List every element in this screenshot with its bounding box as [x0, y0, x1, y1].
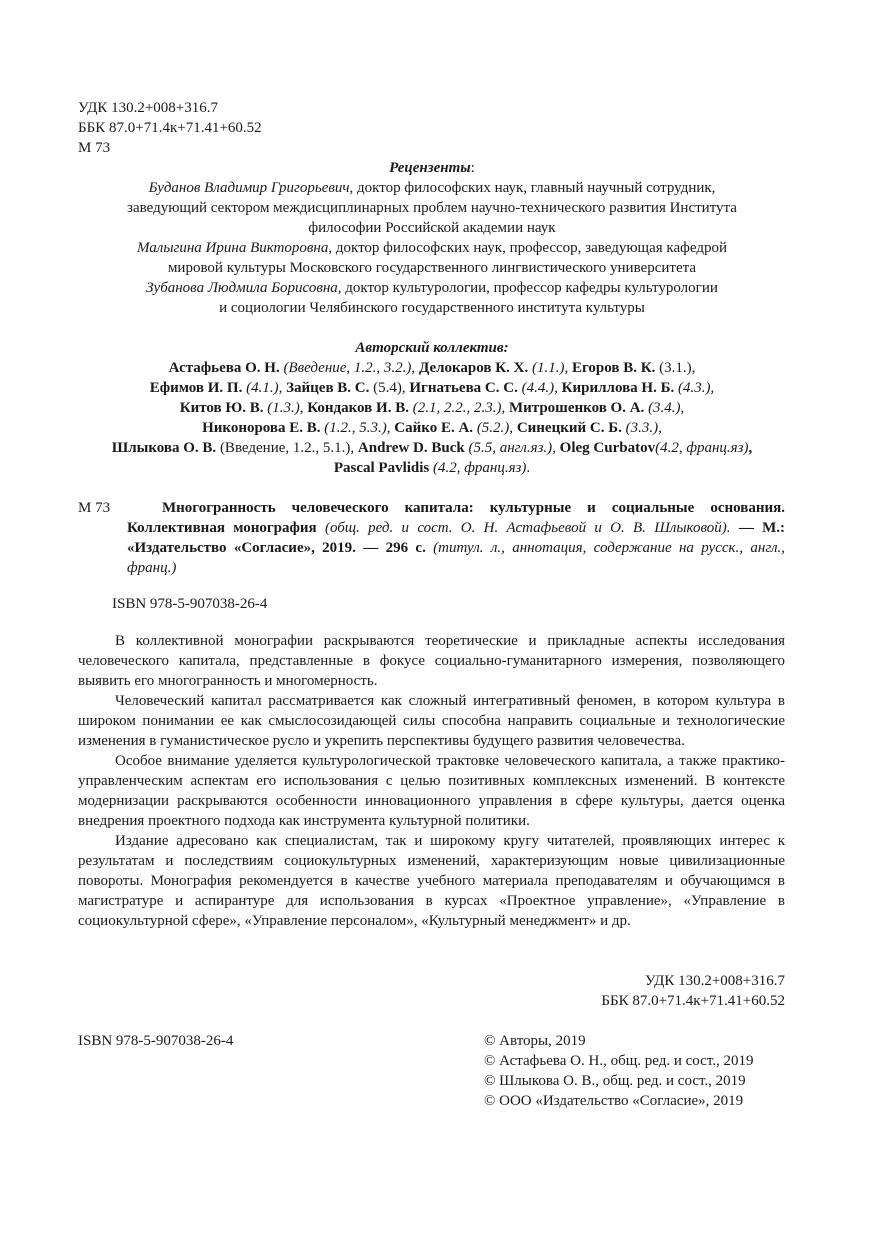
authors-heading: Авторский коллектив: [355, 340, 509, 356]
reviewer-3-line: Зубанова Людмила Борисовна, доктор культурологии, профессор кафедры культурологии [146, 280, 718, 296]
authors-line-4: Никонорова Е. В. (1.2., 5.3.), Сайко Е. А. (5.2.), Синецкий С. Б. (3.3.), [202, 420, 662, 436]
abstract-paragraph-1: В коллективной монографии раскрываются теоретические и прикладные аспекты исследования человеческого капитала, представленные в фокусе социально-гуманитарного измерения, позволяющего выявить его многогранность и многомерность. [78, 633, 785, 689]
abstract-paragraph-2: Человеческий капитал рассматривается как сложный интегративный феномен, в котором культура в широком понимании ее как смыслосозидающей силы способна направить социальные и технологические изменения в гуманистическое русло и укрепить перспективы будущего развития человечества. [78, 693, 785, 749]
biblio-code: М 73 [78, 500, 111, 516]
udk-code: УДК 130.2+008+316.7 [78, 100, 219, 116]
abstract-paragraph-3: Особое внимание уделяется культурологической трактовке человеческого капитала, а также практико-управленческим аспектам его использования с целью позитивных комплексных изменений. В контексте модернизации раскрываются особенности инновационного управления в сфере культуры, дается оценка внедрения проектного подхода как инструмента культурной политики. [78, 753, 785, 829]
biblio-notes: (титул. л., аннотация, содержание на русск., англ., франц.) [127, 540, 786, 576]
footer-udk: УДК 130.2+008+316.7 [644, 973, 785, 989]
authors-line-1: Астафьева О. Н. (Введение, 1.2., 3.2.), Делокаров К. Х. (1.1.), Егоров В. К. (3.1.), [168, 360, 696, 376]
bibliographic-entry [127, 498, 785, 578]
footer-bbk: ББК 87.0+71.4к+71.41+60.52 [601, 993, 785, 1009]
reviewers-heading: Рецензенты: [389, 160, 475, 176]
publisher: — М.: «Издательство «Согласие», 2019. — 296 с. [127, 520, 786, 556]
abstract [78, 631, 785, 931]
reviewer-1-line-2: заведующий сектором междисциплинарных проблем научно-технического развития Института [127, 200, 737, 216]
reviewer-1-line: Буданов Владимир Григорьевич, доктор философских наук, главный научный сотрудник, [148, 180, 716, 196]
author-mark: М 73 [78, 140, 111, 156]
footer-codes [601, 971, 785, 1011]
authors-line-5: Шлыкова О. В. (Введение, 1.2., 5.1.), Andrew D. Buck (5.5, англ.яз.), Oleg Curbatov(4.2, франц.яз), [111, 440, 753, 456]
reviewer-3-name: Зубанова Людмила Борисовна, [146, 280, 342, 296]
reviewer-2-line-2: мировой культуры Московского государственного лингвистического университета [167, 260, 697, 276]
isbn-bottom: ISBN 978-5-907038-26-4 [78, 1033, 234, 1049]
copyright-line: © ООО «Издательство «Согласие», 2019 [484, 1093, 744, 1109]
bbk-code: ББК 87.0+71.4к+71.41+60.52 [78, 120, 262, 136]
reviewer-2-name: Малыгина Ирина Викторовна [137, 240, 329, 256]
copyright-line: © Астафьева О. Н., общ. ред. и сост., 2019 [484, 1053, 754, 1069]
reviewers-section [78, 158, 786, 318]
editors: (общ. ред. и сост. О. Н. Астафьевой и О. В. Шлыковой). [316, 520, 731, 536]
abstract-paragraph-4: Издание адресовано как специалистам, так и широкому кругу читателей, проявляющих интерес к результатам и последствиям социокультурных изменений, характеризующим новые цивилизационные повороты. Монография рекомендуется в качестве учебного материала преподавателям и обучающимся в магистратуре и аспирантуре для использования в курсах «Проектное управление», «Управление в социокультурной сфере», «Управление персоналом», «Культурный менеджмент» и др. [78, 833, 785, 929]
copyright-line: © Авторы, 2019 [484, 1033, 586, 1049]
reviewer-1-name: Буданов Владимир Григорьевич [148, 180, 350, 196]
isbn-top: ISBN 978-5-907038-26-4 [112, 596, 268, 612]
authors-line-3: Китов Ю. В. (1.3.), Кондаков И. В. (2.1, 2.2., 2.3.), Митрошенков О. А. (3.4.), [179, 400, 685, 416]
reviewer-1-line-3: философии Российской академии наук [308, 220, 556, 236]
copyright-line: © Шлыкова О. В., общ. ред. и сост., 2019 [484, 1073, 746, 1089]
authors-section [78, 338, 786, 478]
reviewer-2-line: Малыгина Ирина Викторовна, доктор философских наук, профессор, заведующая кафедрой [137, 240, 727, 256]
book-title: Многогранность человеческого капитала: культурные и социальные основания. Коллективная монография [127, 500, 785, 536]
authors-line-6: Pascal Pavlidis (4.2, франц.яз). [333, 460, 531, 476]
classification-codes [78, 98, 262, 158]
reviewer-3-line-2: и социологии Челябинского государственного института культуры [219, 300, 645, 316]
copyright-block [484, 1031, 754, 1111]
authors-line-2: Ефимов И. П. (4.1.), Зайцев В. С. (5.4), Игнатьева С. С. (4.4.), Кириллова Н. Б. (4.3.), [149, 380, 715, 396]
